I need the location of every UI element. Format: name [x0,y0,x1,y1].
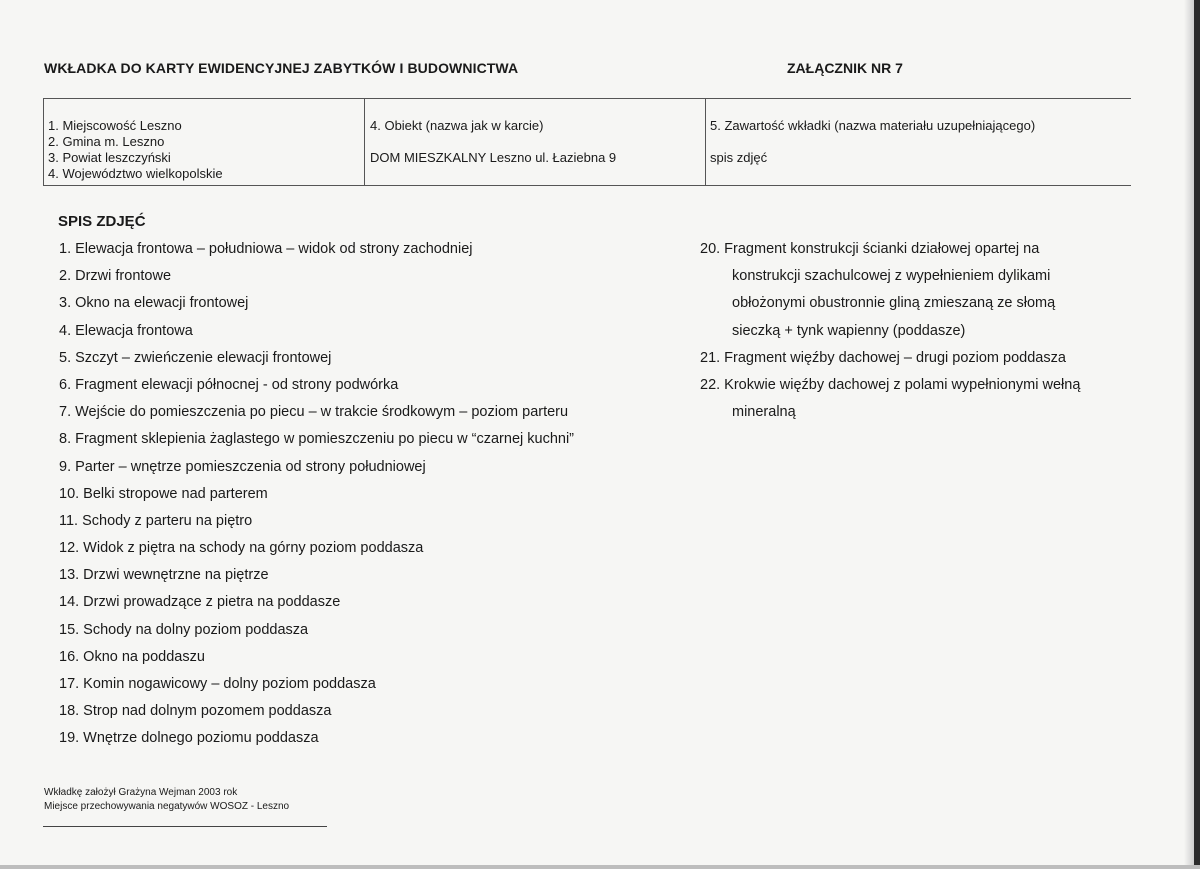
list-item: 8. Fragment sklepienia żaglastego w pomieszczeniu po piecu w “czarnej kuchni” [59,431,575,448]
footer-author: Wkładkę założył Grażyna Wejman 2003 rok [44,787,238,798]
location-line: 4. Województwo wielkopolskie [48,166,223,181]
list-item: 11. Schody z parteru na piętro [59,512,253,529]
scan-edge-shadow [1184,0,1194,869]
list-item: 3. Okno na elewacji frontowej [59,295,249,312]
list-item-continuation: obłożonymi obustronnie gliną zmieszaną ze słomą [732,295,1056,312]
scan-bottom-edge [0,865,1200,869]
photo-list-heading: SPIS ZDJĘĆ [58,213,146,230]
footer-negatives: Miejsce przechowywania negatywów WOSOZ - Leszno [44,801,290,812]
object-cell [365,99,706,185]
location-cell [44,99,365,185]
list-item: 1. Elewacja frontowa – południowa – widok od strony zachodniej [59,241,473,257]
list-item: 6. Fragment elewacji północnej - od strony podwórka [59,376,399,393]
location-line: 1. Miejscowość Leszno [48,118,182,133]
content-value: spis zdjęć [710,150,768,165]
list-item: 19. Wnętrze dolnego poziomu poddasza [59,730,319,747]
photo-list-right [700,239,1080,429]
location-line: 3. Powiat leszczyński [48,150,171,165]
list-item-continuation: konstrukcji szachulcowej z wypełnieniem dylikami [732,268,1051,285]
list-item: 17. Komin nogawicowy – dolny poziom poddasza [59,676,376,692]
location-line: 2. Gmina m. Leszno [48,134,165,149]
scan-edge [1194,0,1200,869]
content-label: 5. Zawartość wkładki (nazwa materiału uzupełniającego) [710,118,1036,133]
object-value: DOM MIESZKALNY Leszno ul. Łaziebna 9 [370,150,617,165]
list-item: 18. Strop nad dolnym pozomem poddasza [59,703,332,720]
list-item: 12. Widok z piętra na schody na górny poziom poddasza [59,540,424,557]
list-item: 2. Drzwi frontowe [59,268,172,285]
footer-rule [43,826,327,827]
list-item: 22. Krokwie więźby dachowej z polami wypełnionymi wełną [700,376,1081,393]
list-item: 20. Fragment konstrukcji ścianki działowej opartej na [700,241,1040,257]
list-item: 4. Elewacja frontowa [59,322,193,339]
list-item: 13. Drzwi wewnętrzne na piętrze [59,567,269,584]
photo-list-left [59,239,574,756]
content-cell [706,99,1131,185]
list-item: 16. Okno na poddaszu [59,648,205,665]
list-item: 15. Schody na dolny poziom poddasza [59,621,309,638]
list-item: 5. Szczyt – zwieńczenie elewacji frontowej [59,349,332,366]
list-item: 14. Drzwi prowadzące z pietra na poddasze [59,594,341,611]
list-item: 9. Parter – wnętrze pomieszczenia od strony południowej [59,458,426,475]
object-label: 4. Obiekt (nazwa jak w karcie) [370,118,544,133]
list-item: 7. Wejście do pomieszczenia po piecu – w trakcie środkowym – poziom parteru [59,404,569,421]
attachment-number: ZAŁĄCZNIK NR 7 [787,60,903,76]
list-item: 10. Belki stropowe nad parterem [59,485,268,502]
info-table [43,98,1131,186]
list-item-continuation: sieczką + tynk wapienny (poddasze) [732,322,966,339]
document-title: WKŁADKA DO KARTY EWIDENCYJNEJ ZABYTKÓW I BUDOWNICTWA [44,60,519,76]
list-item-continuation: mineralną [732,404,796,421]
list-item: 21. Fragment więźby dachowej – drugi poziom poddasza [700,349,1066,366]
